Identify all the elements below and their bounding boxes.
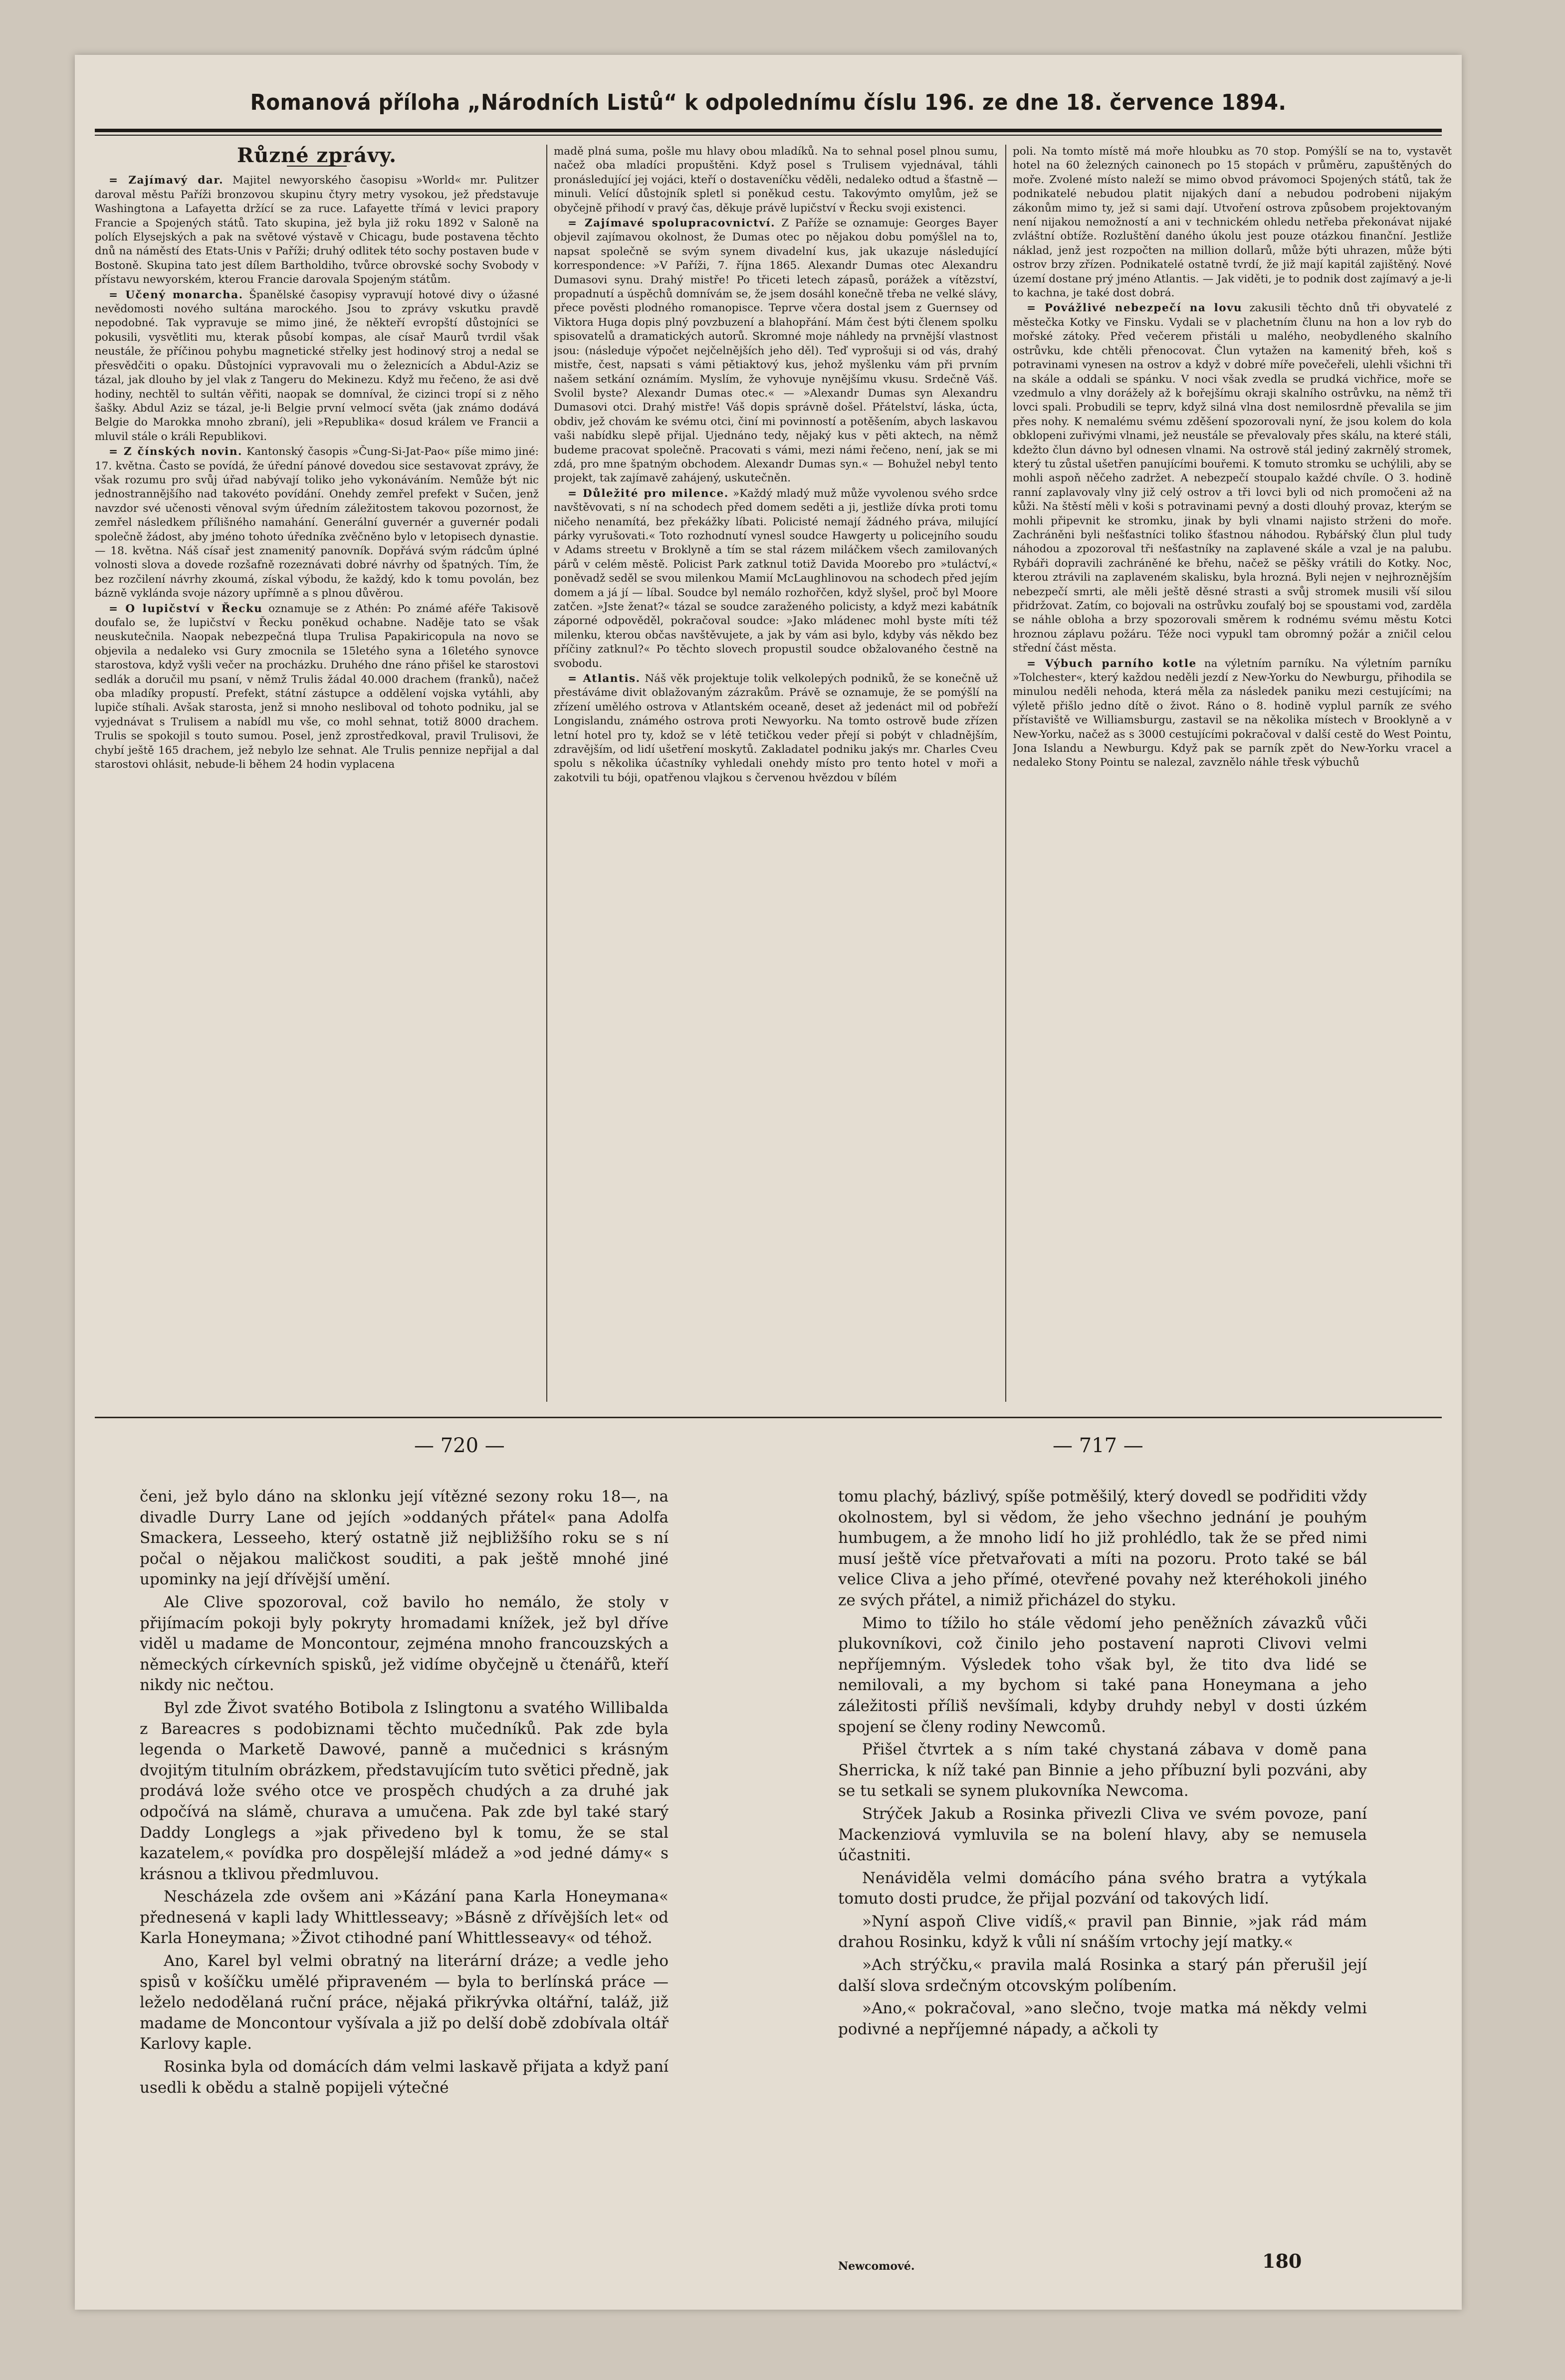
newspaper-sheet — [75, 55, 1462, 2310]
novel-paragraph: Nescházela zde ovšem ani »Kázání pana Karla Honeymana« přednesená v kapli lady Whittlesseavy; »Básně z dřívějších let« od Karla Honeymana; »Život ctihodné paní Whittlesseavy« od téhož. — [140, 1888, 669, 1947]
novel-paragraph: Ano, Karel byl velmi obratný na literární dráze; a vedle jeho spisů v košíčku umělé připraveném — byla to berlínská práce — leželo nedodělaná ruční práce, nějaká přikrývka oltářní, taláž, již madame de Moncontour vyšívala a již po delší době zdobívala oltář Karlovy kaple. — [140, 1952, 669, 2053]
news-item-text: poli. Na tomto místě má moře hloubku as 70 stop. Pomýšlí se na to, vystavět hotel na 60 železných cainonech po 15 stopách v průměru, zapuštěných do moře. Zvolené místo naleží se mimo obvod právomoci Spojených států, tak že podnikatelé nebudou platit nijakých daní a nebudou podrobeni nijakým zákonům mimo ty, jež si sami dají. Utvoření ostrova způsobem projektovaným není nijakou nemožností a ani v technickém ohledu netřeba překonávat nijaké zvláštní obtíže. Rozluštění daného úkolu jest pouze otázkou finanční. Jestliže náklad, jenž jest rozpočten na million dollarů, může býti uhrazen, může býti ostrov brzy zřízen. Podnikatelé ostatně tvrdí, že již mají kapitál zajištěný. Nové území dostane prý jméno Atlantis. — Jak viděti, je to podnik dost zajímavý a je-li to kachna, je také dost dobrá. — [1013, 145, 1452, 300]
novel-paragraph: »Ach strýčku,« pravila malá Rosinka a starý pán přerušil její další slova srdečným otcovským políbením. — [838, 1956, 1367, 1995]
novel-page-right — [838, 1487, 1367, 2255]
news-item-text: Náš věk projektuje tolik velkolepých podniků, že se konečně už přestáváme divit oblažovaným zázrakům. Právě se oznamuje, že se pomýšlí na zřízení umělého ostrova v Atlantském oceaně, deset až jedenáct mil od pobřeží Longislandu, známého ostrova proti Newyorku. Na tomto ostrově bude zřízen letní hotel pro ty, kdož se v létě tetičkou veder přejí si pobýt v chladnějším, zdravějším, od lidí ušetření moskytů. Zakladatel podniku jakýs mr. Charles Cveu spolu s několika účastníky vyhledali onehdy místo pro tento hotel v moři a zakotvili tu bóji, opatřenou vlajkou s červenou hvězdou v bílém — [554, 672, 998, 784]
novel-page-left — [140, 1487, 669, 2255]
news-item — [1013, 301, 1452, 655]
news-item — [554, 216, 998, 486]
news-item-heading: = Výbuch parního kotle — [1027, 657, 1197, 670]
news-item-text: oznamuje se z Athén: Po známé aféře Takisově doufalo se, že lupičství v Řecku poněkud ochabne. Naděje tato se však neuskutečnila. Naopak nebezpečná tlupa Trulisa Papakiricopula na novo se objevila a nedaleko vsi Gury zmocnila se 15letého syna a 16letého synovce starostova, když vyšli večer na procházku. Druhého dne ráno přišel ke starostovi sedlák a doručil mu psaní, v němž Trulis žádal 40.000 drachem (franků), načež oba mladíky propustí. Prefekt, státní zástupce a oddělení vojska vytáhli, aby lupiče stíhali. Avšak starosta, jenž si mnoho nesliboval od tohoto podniku, jal se vyjednávat s Trulisem a nabídl mu vše, co mohl sehnat, totiž 8000 drachem. Trulis se spokojil s touto sumou. Posel, jenž zprostředkoval, pravil Trulisovi, že chybí ještě 165 drachem, jež nebylo lze sehnat. Ale Trulis pennize nepřijal a dal starostovi ohlásit, nebude-li během 24 hodin vyplacena — [95, 602, 539, 771]
news-item-heading: = Důležité pro milence. — [568, 487, 729, 500]
news-column-3 — [1013, 145, 1452, 1402]
novel-paragraph: Ale Clive spozoroval, což bavilo ho nemálo, že stoly v přijímacím pokoji byly pokryty hromadami knížek, jež byl dříve viděl u madame de Moncontour, zejména mnoho francouzských a německých církevních spisků, jež vidíme obyčejně u čtenářů, kteří nikdy nic nečtou. — [140, 1593, 669, 1695]
masthead-rule — [95, 129, 1442, 132]
news-column-2 — [554, 145, 998, 1402]
news-item-heading: = Zajímavý dar. — [109, 174, 224, 187]
news-item-heading: = O lupičství v Řecku — [109, 602, 263, 615]
news-item-text: zakusili těchto dnů tři obyvatelé z městečka Kotky ve Finsku. Vydali se v plachetním člunu na hon a lov ryb do mořské zátoky. Před večerem přistáli u malého, neobydleného skalního ostrůvku, kde chtěli přenocovat. Člun vytažen na kamenitý břeh, koš s potravinami vynesen na ostrov a když v dobré míře povečeřeli, ulehli všichni tři na skále a oddali se spánku. V noci však zvedla se prudká vichřice, moře se vzedmulo a vlny dorážely až k bořejšímu okraji skalního ostrůvku, na němž tři lovci spali. Probudili se teprv, když silná vlna dost nemilosrdně převalila se jim přes nohy. K nemalému svému zděšení spozorovali nyní, že jsou kolem do kola obklopeni zuřivými vlnami, jež neustále se převalovaly přes skálu, na které stáli, kdežto člun dávno byl odnesen vlnami. Na ostrově stál jediný zakrnělý stromek, který tu zůstal ušetřen panujícími bouřemi. K tomuto stromku se uchýlili, aby se mohli aspoň něčeho zadržet. A nebezpečí stoupalo každé chvíle. O 3. hodině ranní zaplavovaly vlny již celý ostrov a tři lovci byli od nich promočeni až na kůži. Na štěstí měli v koši s potravinami pevný a dosti dlouhý provaz, kterým se mohli připevnit ke stromku, jinak by byli vlnami najisto strženi do moře. Zachráněni byli nešťastníci toliko šťastnou náhodou. Rybářský člun plul tudy náhodou a zpozoroval tři nešťastníky na zaplavené skále a vzal je na palubu. Rybáři dopravili zachráněné ke břehu, načež se pěšky vrátili do Kotky. Noc, kterou ztrávili na zaplaveném skalisku, byla hrozná. Byli nejen v nejhroznějším nebezpečí smrti, ale měli ještě děsné strasti a svůj stromek musili vší silou přidržovat. Zatím, co bojovali na ostrůvku zoufalý boj se spoustami vod, zarděla se náhle obloha a brzy spozorovali směrem k rodnému svému městu Kotci hroznou záplavu požáru. Téže noci vypukl tam obromný požár a zničil celou střední část města. — [1013, 302, 1452, 655]
news-item — [95, 602, 539, 772]
news-item — [1013, 657, 1452, 770]
masthead: Romanová příloha „Národních Listů“ k odpolednímu číslu 196. ze dne 18. července 1894. — [250, 90, 1287, 115]
news-item-text: Z Paříže se oznamuje: Georges Bayer objevil zajímavou okolnost, že Dumas otec po nějakou dobu pomýšlel na to, napsat společně se svým synem divadelní kus, jak ukazuje následující korrespondence: »V Paříži, 7. října 1865. Alexandr Dumas otec Alexandru Dumasovi synu. Drahý mistře! Po třiceti letech zápasů, porážek a vítězství, propadnutí a úspěchů domnívám se, že jsem dosáhl konečně třeba ne velké slávy, přece pověsti plodného romanopisce. Teprve včera dostal jsem z Guernsey od Viktora Huga dopis plný povzbuzení a blahopřání. Mám čest býti členem spolku spisovatelů a dramatických autorů. Skromné moje náhledy na prvnější vlastnost jsou: (následuje výpočet nejčelnějších jeho děl). Teď vyprošuji si od vás, drahý mistře, čest, napsati s vámi pětiaktový kus, jehož myšlenku vám při prvním našem setkání oznámím. Myslím, že vyhovuje nynějšímu vkusu. Srdečně Váš. Svolil byste? Alexandr Dumas otec.« — »Alexandr Dumas syn Alexandru Dumasovi otci. Drahý mistře! Váš dopis správně došel. Přátelství, láska, úcta, obdiv, jež chovám ke svému otci, činí mi povinností a potěšením, abych laskavou vaši nabídku slepě přijal. Ujednáno tedy, nějaký kus v pěti aktech, na němž budeme pracovat společně. Pracovati s vámi, mezi námi řečeno, není, jak se mi zdá, pro mne špatným obchodem. Alexandr Dumas syn.« — Bohužel nebyl tento projekt, tak zajímavě zahájený, uskutečněn. — [554, 217, 998, 485]
news-item — [554, 145, 998, 216]
news-item — [95, 174, 539, 287]
novel-paragraph: Strýček Jakub a Rosinka přivezli Cliva ve svém povoze, paní Mackenziová vymluvila se na bolení hlavy, aby se nemusela účastniti. — [838, 1804, 1367, 1865]
news-item — [554, 672, 998, 785]
news-column-1 — [95, 145, 539, 1402]
news-item — [554, 487, 998, 671]
news-item — [95, 288, 539, 444]
news-item — [1013, 145, 1452, 300]
news-item-heading: = Zajímavé spolupracovnictví. — [568, 217, 776, 230]
novel-paragraph: Nenáviděla velmi domácího pána svého bratra a vytýkala tomuto dosti prudce, že přijal pozvání od takových lidí. — [838, 1869, 1367, 1908]
page-number-left: — 720 — — [414, 1434, 505, 1457]
news-item-heading: = Z čínských novin. — [109, 445, 242, 458]
section-title: Různé zprávy. — [95, 149, 539, 167]
news-item-text: na výletním parníku. Na výletním parníku »Tolchester«, který každou neděli jezdí z New-Yorku do Newburgu, přihodila se minulou neděli nehoda, která měla za následek paniku mezi cestujícími; na výletě přišlo jedno dítě o život. Ráno o 8. hodině vyplul parník ze svého přístaviště ve Williamsburgu, zastavil se na několika místech v Brooklyně a v New-Yorku, načež as s 3000 cestujícími pokračoval v další cestě do West Pointu, Jona Islandu a Newburgu. Když pak se parník zpět do New-Yorku vracel a nedaleko Stony Pointu se nalezal, zavznělo náhle třesk výbuchů — [1013, 657, 1452, 769]
news-item-text: madě plná suma, pošle mu hlavy obou mladíků. Na to sehnal posel plnou sumu, načež oba mladíci propuštěni. Když posel s Trulisem vyjednával, táhli pronásledující jej vojáci, kteří o dostaveníčku věděli, nedaleko odtud a šťastně — minuli. Velící důstojník spletl si poněkud cestu. Takovýmto omylům, jež se obyčejně přihodí v pravý čas, děkuje právě lupičství v Řecku svoji existenci. — [554, 145, 998, 215]
page-number-right: — 717 — — [1053, 1434, 1143, 1457]
novel-paragraph: Rosinka byla od domácích dám velmi laskavě přijata a když paní usedli k obědu a stalně popijeli výtečné — [140, 2058, 669, 2097]
footer-title: Newcomové. — [838, 2260, 915, 2273]
news-item-heading: = Povážlivé nebezpečí na lovu — [1027, 302, 1243, 315]
novel-paragraph: čeni, jež bylo dáno na sklonku její vítězné sezony roku 18—, na divadle Durry Lane od jejích »oddaných přátel« pana Adolfa Smackera, Lesseeho, který ostatně již nejbližšího roku se s ní počal o nějakou maličkost souditi, a pak ještě mnohé jiné upominky na její dřívější umění. — [140, 1488, 669, 1589]
column-divider — [1005, 145, 1006, 1402]
news-item-text: »Každý mladý muž může vyvolenou svého srdce navštěvovati, s ní na schodech před domem seděti a ji, jestliže dívka proti tomu ničeho nenamítá, bez překážky líbati. Policisté nemají žádného práva, milující párky vyrušovati.« Toto rozhodnutí vynesl soudce Hawgerty u policejního soudu v Adams streetu v Broklyně a tím se stal rázem miláčkem všech zamilovaných párů v celém městě. Policist Park zatknul totiž Davida Moorebo pro »tuláctví,« poněvadž seděl se svou milenkou Mamií McLaughlinovou na schodech před jejím domem a já jí — líbal. Soudce byl nemálo rozhořčen, když slyšel, proč byl Moore zatčen. »Jste ženat?« tázal se soudce zaraženého policisty, a když mezi kabátník záporné odpověděl, pokračoval soudce: »Jako mládenec mohl byste míti též milenku, kterou občas navštěvujete, a jak by vám asi bylo, kdyby vás někdo bez příčiny zatknul?« Po těchto slovech propustil soudce obžalovaného čestně na svobodu. — [554, 487, 998, 670]
news-item-text: Španělské časopisy vypravují hotové divy o úžasné nevědomosti nového sultána marockého. Jsou to zprávy vskutku pravdě nepodobné. Tak vypravuje se mimo jiné, že někteří evropští důstojníci se pokusili, vysvětliti mu, kterak působí kompas, ale císař Maurů tvrdil však neustále, že příčinou pohybu magnetické střelky jest hodinový stroj a nedal se přesvědčiti o opaku. Důstojníci vypravovali mu o železnicích a Abdul-Aziz se tázal, jak dlouho by jel vlak z Tangeru do Mekinezu. Když mu řečeno, že asi dvě hodiny, nechtěl to sultán věřiti, naopak se domníval, že cizinci tropí si z něho šašky. Abdul Aziz se tázal, je-li Belgie první velmocí světa (jak známo dodává Belgie do Marokka mnoho zbraní), jeli »Republika« dosud králem ve Francii a mluvil stále o králi Republikovi. — [95, 288, 539, 443]
novel-paragraph: tomu plachý, bázlivý, spíše potměšilý, který dovedl se podřiditi vždy okolnostem, byl si vědom, že jeho všechno jednání je pouhým humbugem, a že mnoho lidí ho již prohlédlo, tak že se před nimi musí ještě více přetvařovati a míti na pozoru. Proto také se bál velice Cliva a jeho přímé, otevřené povahy než kteréhokoli jiného ze svých přátel, a nimiž přicházel do styku. — [838, 1488, 1367, 1609]
novel-paragraph: »Nyní aspoň Clive vidíš,« pravil pan Binnie, »jak rád mám drahou Rosinku, když k vůli ní snáším vrtochy její matky.« — [838, 1912, 1367, 1951]
news-item-text: Kantonský časopis »Čung-Si-Jat-Pao« píše mimo jiné: 17. května. Často se povídá, že úřední pánové dovedou sice sestavovat zprávy, že však rozumu pro svůj úřad nabývají toliko jeho vykonáváním. Nemůže být nic jednostrannějšího nad takovéto povídání. Onehdy zemřel prefekt v Sučen, jenž navzdor své učenosti věnoval svým úředním záležitostem takovou pozornost, že zemřel následkem přílišného namahání. Generální guvernér a guvernér podali společně žádost, aby jméno tohoto úředníka zvěčněno bylo v letopisech dynastie. — 18. května. Náš císař jest znamenitý panovník. Dopřává svým rádcům úplné volnosti slova a dovede rozšafně rozeznávati dobré návrhy od špatných. Tím, že bez rozčilení návrhy zkoumá, získal výbodu, že každý, kdo k tomu povolán, bez bázně vyklánda svoje názory upřímně a s plnou důvěrou. — [95, 445, 539, 600]
news-item-heading: = Učený monarcha. — [109, 288, 243, 301]
novel-paragraph: Mimo to tížilo ho stále vědomí jeho peněžních závazků vůči plukovníkovi, což činilo jeho postavení naproti Clivovi velmi nepříjemným. Výsledek toho však byl, že tito dva lidé se nemilovali, a my bychom si také pana Honeymana a jeho záležitosti příliš nevšímali, kdyby druhdy nebyl v dosti úzkém spojení se členy rodiny Newcomů. — [838, 1614, 1367, 1736]
fold-divider — [95, 1417, 1442, 1418]
news-item-text: Majitel newyorského časopisu »World« mr. Pulitzer daroval městu Paříži bronzovou skupinu čtyry metry vysokou, jež představuje Washingtona a Lafayetta držící se za ruce. Lafayette třímá v levici prapory Francie a Spojených států. Tato skupina, jež byla již roku 1892 v Saloně na polích Elysejských a pak na světové výstavě v Chicagu, bude postavena těchto dnů na náměstí des Etats-Unis v Paříži; druhý odlitek této sochy postaven bude v Bostoně. Skupina tato jest dílem Bartholdiho, tvůrce obrovské sochy Svobody v přístavu newyorském, kterou Francie darovala Spojeným státům. — [95, 174, 539, 286]
novel-paragraph: »Ano,« pokračoval, »ano slečno, tvoje matka má někdy velmi podivné a nepříjemné nápady, a ačkoli ty — [838, 1999, 1367, 2038]
news-item — [95, 445, 539, 601]
novel-paragraph: Byl zde Život svatého Botibola z Islingtonu a svatého Willibalda z Bareacres s podobiznami těchto mučedníků. Pak zde byla legenda o Marketě Dawové, panně a mučednici s krásným dvojitým titulním obrázkem, představujícím tuto světici předně, jak prodává lože svého otce ve prospěch chudých a za druhé jak odpočívá na slámě, churava a umučena. Pak zde byl také starý Daddy Longlegs a »jak přivedeno byl k tomu, že se stal kazatelem,« povídka pro dospělejší mládež a »od jedné dámy« s krásnou a tklivou předmluvou. — [140, 1699, 669, 1883]
news-item-heading: = Atlantis. — [568, 672, 641, 685]
column-divider — [546, 145, 547, 1402]
masthead-rule-thin — [95, 135, 1442, 136]
novel-paragraph: Přišel čtvrtek a s ním také chystaná zábava v domě pana Sherricka, k níž také pan Binnie a jeho příbuzní byli pozváni, aby se tu setkali se synem plukovníka Newcoma. — [838, 1740, 1367, 1800]
footer-page-number: 180 — [1262, 2250, 1302, 2272]
